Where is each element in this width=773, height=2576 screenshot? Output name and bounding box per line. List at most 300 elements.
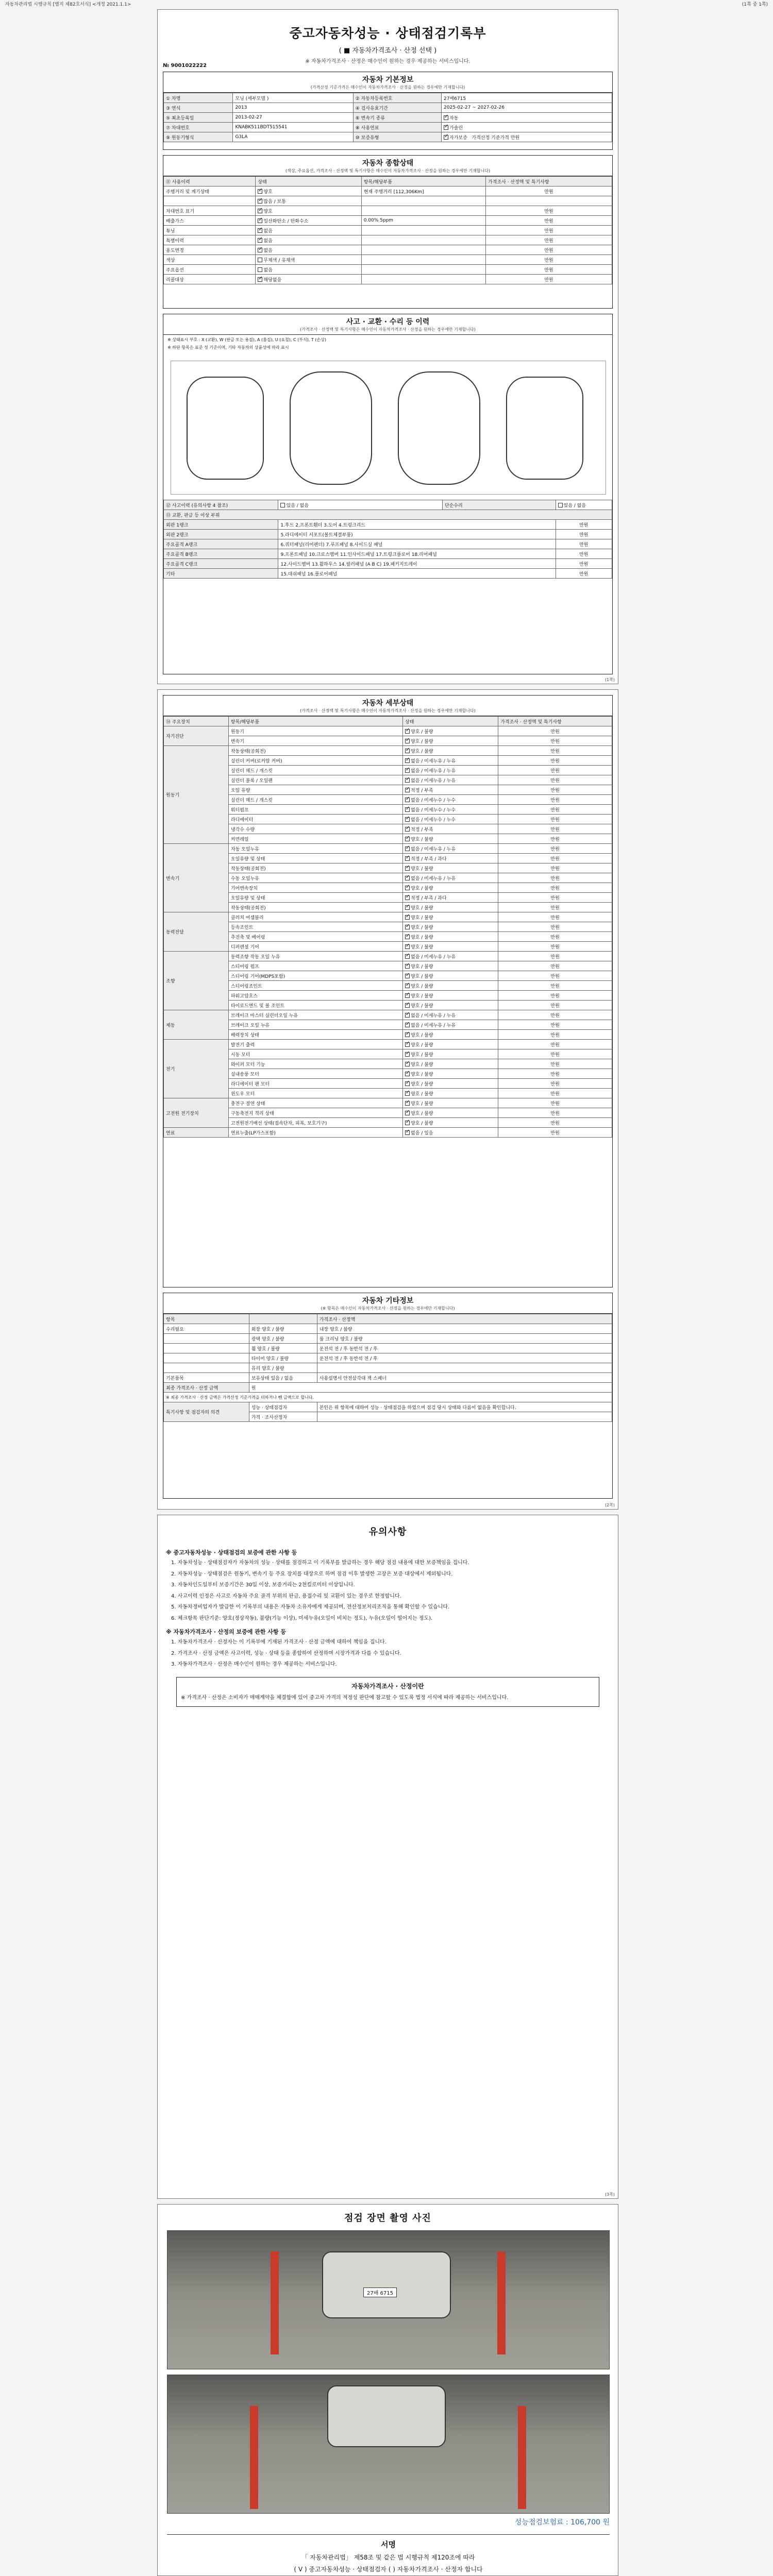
- detail-value: 만원: [498, 805, 612, 815]
- detail-value: 만원: [498, 932, 612, 942]
- doc-note: ※ 자동차가격조사 · 산정은 매수인이 원하는 경우 제공하는 서비스입니다.: [305, 59, 470, 64]
- checkbox[interactable]: [405, 758, 410, 763]
- value-vin: KNABK511BDT515541: [233, 123, 353, 132]
- detail-row: [164, 1040, 612, 1049]
- detail-row: [164, 863, 612, 873]
- detail-item: 냉각수 수량: [228, 824, 402, 834]
- checkbox[interactable]: [405, 807, 410, 812]
- sign-title: 서명: [381, 2540, 396, 2549]
- detail-status: ✓ 적정 / 부족: [403, 785, 498, 795]
- rank-name: 주요골격 A랭크: [164, 539, 278, 549]
- checkbox[interactable]: [405, 1130, 410, 1135]
- detail-row: [164, 1118, 612, 1128]
- detail-row: [164, 961, 612, 971]
- checkbox[interactable]: [405, 984, 410, 988]
- row-value: 만원: [486, 255, 612, 265]
- col-head: 가격조사 · 산정액: [317, 1314, 612, 1324]
- checkbox[interactable]: [405, 1052, 410, 1057]
- detail-row: [164, 824, 612, 834]
- detail-group: 조향: [164, 952, 229, 1010]
- detail-value: 만원: [498, 1001, 612, 1010]
- detail-row: [164, 1010, 612, 1020]
- checkbox[interactable]: [405, 739, 410, 743]
- label-plate: ② 자동차등록번호: [353, 93, 441, 103]
- detail-row: [164, 736, 612, 746]
- notice-box: [176, 1677, 599, 1707]
- row-detail: [361, 235, 485, 245]
- legend-2: ※ 하단 항목은 표준 정 기준이며, 기타 자동차의 상품성에 따라 표시: [167, 345, 289, 350]
- detail-row: [164, 746, 612, 756]
- detail-status: ✓ 없음 / 미세누유 / 누유: [403, 775, 498, 785]
- checkbox[interactable]: [405, 1101, 410, 1106]
- detail-status: ✓ 양호 / 불량: [403, 981, 498, 991]
- detail-row: [164, 1030, 612, 1040]
- detail-status: ✓ 양호 / 불량: [403, 961, 498, 971]
- checkbox[interactable]: [405, 827, 410, 832]
- checkbox[interactable]: [258, 248, 262, 252]
- lift-pillar: [250, 2406, 258, 2509]
- checkbox[interactable]: [444, 125, 448, 130]
- checkbox[interactable]: [258, 267, 262, 272]
- detail-item: 오일 유량: [228, 785, 402, 795]
- row-label: 주요옵션: [164, 265, 256, 275]
- detail-row: [164, 854, 612, 863]
- checkbox[interactable]: [405, 964, 410, 969]
- checkbox[interactable]: [258, 189, 262, 194]
- checkbox[interactable]: [405, 1081, 410, 1086]
- doc-number: № 9001022222: [163, 63, 207, 69]
- col-head: 상태: [403, 717, 498, 726]
- detail-status: ✓ 양호 / 불량: [403, 1098, 498, 1108]
- detail-status: ✓ 양호 / 불량: [403, 1001, 498, 1010]
- section-subtitle: (색상, 주요옵션, 가격조사 · 산정액 및 특기사항은 매수인이 자동차가격조사 · 산정을 원하는 경우에만 기재합니다): [163, 168, 612, 176]
- detail-item: 브레이크 오일 누유: [228, 1020, 402, 1030]
- checkbox[interactable]: [405, 1013, 410, 1018]
- detail-row: [164, 1069, 612, 1079]
- detail-status: ✓ 없음 / 미세누유 / 누유: [403, 844, 498, 854]
- row-b: 운전석 전 / 후 동반석 전 / 후: [317, 1353, 612, 1363]
- checkbox[interactable]: [280, 503, 285, 507]
- detail-value: 만원: [498, 883, 612, 893]
- checkbox[interactable]: [405, 905, 410, 910]
- detail-status: ✓ 양호 / 불량: [403, 834, 498, 844]
- page-number: (2쪽): [604, 1503, 615, 1507]
- checkbox[interactable]: [405, 944, 410, 949]
- col-head: [249, 1314, 317, 1324]
- detail-status: ✓ 양호 / 불량: [403, 1079, 498, 1089]
- detail-value: 만원: [498, 746, 612, 756]
- detail-row: [164, 1049, 612, 1059]
- detail-item: 라디에이터 팬 모터: [228, 1079, 402, 1089]
- rank-items: 15.대쉬패널 16.플로어패널: [278, 569, 556, 579]
- page-1: [157, 9, 618, 684]
- row-detail: [361, 226, 485, 235]
- row-status: 없음: [256, 265, 361, 275]
- detail-row: [164, 756, 612, 766]
- row-status: ✓많음 / 보통: [256, 196, 361, 206]
- checkbox[interactable]: [405, 788, 410, 792]
- detail-item: 자동 오일누유: [228, 844, 402, 854]
- checkbox[interactable]: [444, 135, 448, 140]
- row-status: ✓ 양호: [256, 206, 361, 216]
- row-label: 기본품목: [164, 1373, 249, 1383]
- col-head: 상태: [256, 177, 361, 187]
- car-outline-front: [187, 377, 264, 480]
- label-first-reg: ⑤ 최초등록일: [164, 113, 233, 123]
- section-subtitle: (가격조사 · 산정액 및 특기사항은 매수인이 자동차가격조사 · 산정을 원하는 경우에만 기재합니다): [163, 327, 612, 335]
- page-number: (1쪽): [604, 677, 615, 682]
- checkbox[interactable]: [405, 768, 410, 773]
- detail-value: 만원: [498, 971, 612, 981]
- detail-group: 전기: [164, 1040, 229, 1098]
- page-3: [157, 1515, 618, 2199]
- detail-row: [164, 942, 612, 952]
- detail-value: 만원: [498, 834, 612, 844]
- inspection-photo-rear: [167, 2375, 610, 2514]
- checkbox[interactable]: [444, 115, 448, 120]
- special-label: 특기사항 및 점검자의 의견: [164, 1402, 249, 1422]
- car-outline-rear: [506, 377, 583, 480]
- col-head: 가격조사 · 산정액 및 특기사항: [498, 717, 612, 726]
- detail-status: ✓ 양호 / 불량: [403, 1118, 498, 1128]
- detail-table: [163, 716, 612, 1138]
- page-2: [157, 689, 618, 1510]
- detail-row: [164, 815, 612, 824]
- detail-item: 윈도우 모터: [228, 1089, 402, 1098]
- section-subtitle: (가격산정 기준가격은 매수인이 자동차가격조사 · 산정을 원하는 경우에만 기재합니다): [163, 84, 612, 93]
- checkbox[interactable]: [405, 886, 410, 890]
- row-label: 수리필요: [164, 1324, 249, 1334]
- row-a: 광택 양호 / 불량: [249, 1334, 317, 1344]
- row-label: 배출가스: [164, 216, 256, 226]
- detail-item: 발전기 출력: [228, 1040, 402, 1049]
- checkbox[interactable]: [405, 954, 410, 959]
- detail-status: ✓ 없음 / 미세누유 / 누유: [403, 873, 498, 883]
- row-b: [317, 1363, 612, 1373]
- detail-group: 원동기: [164, 746, 229, 844]
- row-value: 만원: [486, 235, 612, 245]
- checkbox[interactable]: [258, 199, 262, 204]
- checkbox[interactable]: [405, 1072, 410, 1076]
- section-title: 자동차 기타정보: [163, 1293, 612, 1306]
- checkbox[interactable]: [405, 993, 410, 998]
- rank-items: 5.라디에이터 서포트(볼트체결부품): [278, 530, 556, 539]
- checkbox[interactable]: [405, 974, 410, 978]
- detail-item: 클러치 어셈블리: [228, 912, 402, 922]
- accident-value: 있음 / 없음: [278, 500, 442, 510]
- row-a: 외장 양호 / 불량: [249, 1324, 317, 1334]
- detail-value: 만원: [498, 1030, 612, 1040]
- detail-item: 시동 모터: [228, 1049, 402, 1059]
- detail-status: ✓ 양호 / 불량: [403, 932, 498, 942]
- label-inspection: ④ 검사유효기간: [353, 103, 441, 113]
- detail-row: [164, 893, 612, 903]
- detail-status: ✓ 없음 / 있음: [403, 1128, 498, 1138]
- final-value: 원: [249, 1383, 612, 1393]
- row-status: ✓ 없음: [256, 235, 361, 245]
- car-photo: [322, 2251, 451, 2318]
- final-note: ※ 최종 가격조사 · 산정 금액은 가격산정 기준가격을 더하거나 뺀 금액으로 합니다.: [164, 1393, 612, 1402]
- detail-item: 기어변속장치: [228, 883, 402, 893]
- rank-name: 외판 2랭크: [164, 530, 278, 539]
- detail-item: 커먼레일: [228, 834, 402, 844]
- legend: ※ 상태표시 부호 : X (교환), W (판금 또는 용접), A (흠집), U (요철), C (부식), T (손상): [167, 337, 327, 342]
- detail-value: 만원: [498, 854, 612, 863]
- lift-pillar: [271, 2251, 279, 2354]
- detail-value: 만원: [498, 1098, 612, 1108]
- checkbox[interactable]: [405, 778, 410, 783]
- detail-item: 연료누출(LP가스포함): [228, 1128, 402, 1138]
- checkbox[interactable]: [405, 1062, 410, 1066]
- row-value: 만원: [486, 275, 612, 284]
- insurance-fee: 성능점검보험료 : 106,700 원: [514, 2518, 610, 2527]
- detail-status: ✓ 양호 / 불량: [403, 1040, 498, 1049]
- label-vin: ⑦ 차대번호: [164, 123, 233, 132]
- appraiser-text: [317, 1412, 612, 1422]
- detail-value: 만원: [498, 952, 612, 961]
- detail-row: [164, 952, 612, 961]
- detail-status: ✓ 없음 / 미세누수 / 누수: [403, 805, 498, 815]
- rank-items: 9.프론트패널 10.크로스멤버 11.인사이드패널 17.트렁크플로어 18.리어패널: [278, 549, 556, 559]
- detail-status: ✓ 양호 / 불량: [403, 903, 498, 912]
- detail-row: [164, 726, 612, 736]
- detail-status: ✓ 양호 / 불량: [403, 991, 498, 1001]
- row-a: 휠 양호 / 불량: [249, 1344, 317, 1353]
- checkbox[interactable]: [405, 1003, 410, 1008]
- detail-status: ✓ 양호 / 불량: [403, 736, 498, 746]
- rank-value: 만원: [556, 520, 612, 530]
- checkbox[interactable]: [405, 749, 410, 753]
- row-status: ✓ 없음: [256, 245, 361, 255]
- inspector-label: 성능 · 상태점검자: [249, 1402, 317, 1412]
- checkbox[interactable]: [405, 817, 410, 822]
- rank-items: 1.후드 2.프론트휀더 3.도어 4.트렁크리드: [278, 520, 556, 530]
- notice-title: 유의사항: [368, 1527, 407, 1537]
- col-head: 항목: [164, 1314, 249, 1324]
- detail-status: ✓ 양호 / 불량: [403, 1069, 498, 1079]
- detail-value: 만원: [498, 756, 612, 766]
- detail-item: 변속기: [228, 736, 402, 746]
- detail-item: 추진축 및 베어링: [228, 932, 402, 942]
- label-warranty: ⑩ 보증유형: [353, 132, 441, 142]
- detail-value: 만원: [498, 844, 612, 854]
- detail-value: 만원: [498, 942, 612, 952]
- sign-text: 「 자동차관리법」 제58조 및 같은 법 시행규칙 제120조에 따라: [301, 2554, 475, 2561]
- checkbox[interactable]: [405, 866, 410, 871]
- row-label: 색상: [164, 255, 256, 265]
- checkbox[interactable]: [405, 935, 410, 939]
- checkbox[interactable]: [405, 729, 410, 734]
- detail-group: 제동: [164, 1010, 229, 1040]
- row-status: ✓ 양호: [256, 187, 361, 196]
- row-detail: [361, 255, 485, 265]
- col-head: ⑪ 사용이력: [164, 177, 256, 187]
- detail-value: 만원: [498, 815, 612, 824]
- sign-text-2: ( V ) 중고자동차성능 · 상태점검자 ( ) 자동차가격조사 · 산정자 합니다: [294, 2566, 483, 2573]
- checkbox[interactable]: [405, 925, 410, 929]
- row-a: 타이어 양호 / 불량: [249, 1353, 317, 1363]
- detail-status: ✓ 없음 / 미세누유 / 누유: [403, 1020, 498, 1030]
- detail-row: [164, 1108, 612, 1118]
- detail-row: [164, 873, 612, 883]
- value-model: 모닝 (세부모델 ): [233, 93, 353, 103]
- row-label: 용도변경: [164, 245, 256, 255]
- detail-status: ✓ 없음 / 미세누수 / 누수: [403, 795, 498, 805]
- row-b: 내장 양호 / 불량: [317, 1324, 612, 1334]
- section-title: 자동차 기본정보: [163, 72, 612, 84]
- col-head: 항목/해당부품: [361, 177, 485, 187]
- section-title: 사고 · 교환 · 수리 등 이력: [163, 314, 612, 327]
- value-transmission: ✓ 자동: [442, 113, 612, 123]
- signature-block: [167, 2534, 610, 2573]
- detail-status: ✓ 없음 / 미세누유 / 누유: [403, 1010, 498, 1020]
- checkbox[interactable]: [405, 856, 410, 861]
- detail-status: ✓ 양호 / 불량: [403, 942, 498, 952]
- row-value: 만원: [486, 226, 612, 235]
- detail-value: 만원: [498, 981, 612, 991]
- detail-group: 변속기: [164, 844, 229, 912]
- appraiser-label: 가격 · 조사산정자: [249, 1412, 317, 1422]
- doc-subtitle: ( ■ 자동차가격조사 · 산정 선택 ): [339, 47, 437, 55]
- notice-heading-2: ※ 자동차가격조사 · 산정의 보증에 관한 사항 등: [166, 1629, 286, 1636]
- checkbox[interactable]: [405, 915, 410, 920]
- lift-pillar: [497, 2251, 506, 2354]
- row-label: 차대번호 표기: [164, 206, 256, 216]
- checkbox[interactable]: [258, 277, 262, 282]
- detail-value: 만원: [498, 922, 612, 932]
- detail-status: ✓ 없음 / 미세누수 / 누수: [403, 815, 498, 824]
- row-label: [164, 1334, 249, 1344]
- rank-value: 만원: [556, 530, 612, 539]
- checkbox[interactable]: [405, 1032, 410, 1037]
- detail-status: ✓ 양호 / 불량: [403, 746, 498, 756]
- checkbox[interactable]: [405, 846, 410, 851]
- detail-row: [164, 971, 612, 981]
- detail-row: [164, 1001, 612, 1010]
- detail-status: ✓ 양호 / 불량: [403, 912, 498, 922]
- car-diagram: [171, 361, 606, 495]
- detail-row: [164, 795, 612, 805]
- accident-section: [163, 314, 613, 674]
- checkbox[interactable]: [405, 1111, 410, 1115]
- checkbox[interactable]: [558, 503, 563, 507]
- checkbox[interactable]: [258, 228, 262, 233]
- value-first-reg: 2013-02-27: [233, 113, 353, 123]
- checkbox[interactable]: [258, 209, 262, 213]
- license-plate: 27배 6715: [363, 2287, 397, 2297]
- rank-name: 주요골격 C랭크: [164, 559, 278, 569]
- form-header-right: (1쪽 중 1쪽): [742, 2, 768, 7]
- detail-status: ✓ 적정 / 부족 / 과다: [403, 854, 498, 863]
- detail-value: 만원: [498, 1079, 612, 1089]
- checkbox[interactable]: [405, 876, 410, 880]
- detail-value: 만원: [498, 912, 612, 922]
- value-year: 2013: [233, 103, 353, 113]
- detail-row: [164, 1098, 612, 1108]
- detail-value: 만원: [498, 1040, 612, 1049]
- notice-item: 3. 자동차가격조사 · 산정은 매수인이 원하는 경우 제공하는 서비스입니다.: [171, 1662, 337, 1668]
- detail-item: 작동상태(공회전): [228, 863, 402, 873]
- checkbox[interactable]: [405, 837, 410, 841]
- price-label: 가격산정 기준가격: [472, 135, 509, 141]
- detail-row: [164, 922, 612, 932]
- detail-item: 실린더 헤드 / 개스킷: [228, 766, 402, 775]
- detail-item: 오일유량 및 상태: [228, 854, 402, 863]
- basic-info-section: [163, 72, 613, 150]
- final-title: 최종 가격조사 · 산정 금액: [164, 1383, 249, 1393]
- detail-value: 만원: [498, 766, 612, 775]
- checkbox[interactable]: [405, 1091, 410, 1096]
- detail-row: [164, 805, 612, 815]
- inspection-photo-front: [167, 2230, 610, 2369]
- detail-row: [164, 981, 612, 991]
- accident-label: ⑫ 사고이력 (유의사항 4 참조): [164, 500, 278, 510]
- detail-value: 만원: [498, 775, 612, 785]
- label-year: ③ 연식: [164, 103, 233, 113]
- detail-value: 만원: [498, 1108, 612, 1118]
- detail-row: [164, 991, 612, 1001]
- car-photo: [327, 2385, 446, 2447]
- checkbox[interactable]: [258, 258, 262, 262]
- detail-item: 와이퍼 모터 기능: [228, 1059, 402, 1069]
- fee-value: 106,700 원: [570, 2518, 610, 2527]
- detail-status: ✓ 없음 / 미세누유 / 누유: [403, 756, 498, 766]
- checkbox[interactable]: [405, 895, 410, 900]
- rank-name: 주요골격 B랭크: [164, 549, 278, 559]
- value-engine: G3LA: [233, 132, 353, 142]
- notice-box-text: ※ 가격조사 · 산정은 소비자가 매매계약을 체결함에 있어 중고차 가격의 적정성 판단에 참고할 수 있도록 법정 서식에 따라 제공하는 서비스입니다.: [181, 1695, 509, 1701]
- notice-item: 6. 체크항목 판단기준: 양호(정상작동), 불량(기능 이상), 미세누유(오일이 비치는 정도), 누유(오일이 떨어지는 정도).: [171, 1615, 433, 1621]
- detail-status: ✓ 양호 / 불량: [403, 726, 498, 736]
- detail-status: ✓ 양호 / 불량: [403, 1049, 498, 1059]
- row-status: 무채색 / 유채색: [256, 255, 361, 265]
- detail-row: [164, 1020, 612, 1030]
- row-detail: [361, 196, 485, 206]
- detail-row: [164, 883, 612, 893]
- notice-item: 2. 가격조사 · 산정 금액은 사고이력, 성능 · 상태 등을 종합하여 산정하며 시장가격과 다를 수 있습니다.: [171, 1650, 401, 1656]
- detail-item: 구동축전지 격리 상태: [228, 1108, 402, 1118]
- checkbox[interactable]: [405, 1121, 410, 1125]
- notice-item: 3. 자동차인도일부터 보증기간은 30일 이상, 보증거리는 2천킬로미터 이상입니다.: [171, 1582, 355, 1588]
- detail-status: ✓ 양호 / 불량: [403, 971, 498, 981]
- detail-item: 워터펌프: [228, 805, 402, 815]
- detail-item: 실내송풍 모터: [228, 1069, 402, 1079]
- detail-value: 만원: [498, 1069, 612, 1079]
- row-label: [164, 1344, 249, 1353]
- page-number: (3쪽): [604, 2192, 615, 2197]
- row-b: 사용설명서 안전삼각대 잭 스패너: [317, 1373, 612, 1383]
- checkbox[interactable]: [258, 238, 262, 243]
- detail-status: ✓ 양호 / 불량: [403, 1030, 498, 1040]
- row-value: [486, 196, 612, 206]
- detail-group: 고전원 전기장치: [164, 1098, 229, 1128]
- notice-body: [158, 1538, 618, 1720]
- label-model: ① 차명: [164, 93, 233, 103]
- checkbox[interactable]: [405, 1023, 410, 1027]
- lift-pillar: [518, 2406, 526, 2509]
- checkbox[interactable]: [258, 218, 262, 223]
- checkbox[interactable]: [405, 798, 410, 802]
- rank-value: 만원: [556, 569, 612, 579]
- rank-value: 만원: [556, 559, 612, 569]
- checkbox[interactable]: [405, 1042, 410, 1047]
- row-value: 만원: [486, 216, 612, 226]
- detail-row: [164, 785, 612, 795]
- form-header-left: 자동차관리법 시행규칙 [별지 제82호서식] <개정 2021.1.1>: [5, 2, 131, 7]
- overall-status-table: [163, 176, 612, 284]
- detail-item: 충전구 절연 상태: [228, 1098, 402, 1108]
- notice-item: 5. 자동차정비업자가 발급한 이 기록부의 내용은 자동차 소유자에게 제공되며, 전산정보처리조직을 통해 확인할 수 있습니다.: [171, 1604, 450, 1611]
